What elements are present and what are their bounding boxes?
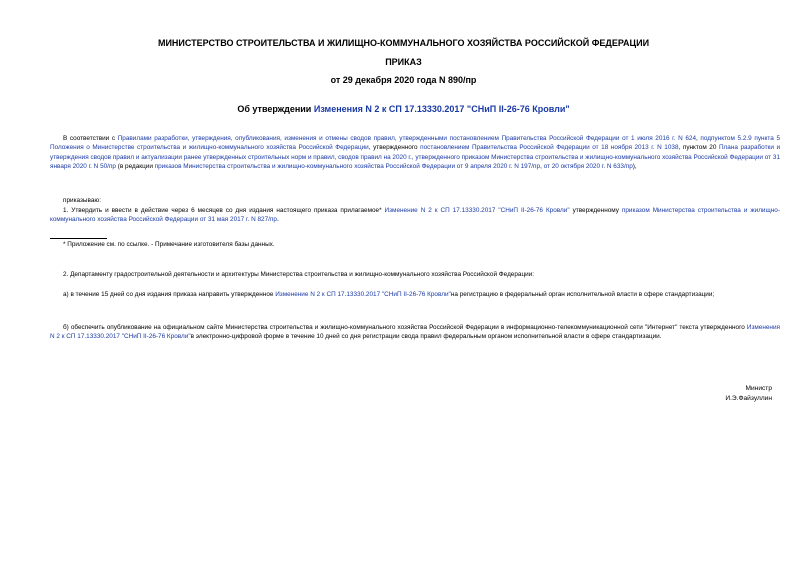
link-order-197[interactable]: приказов Министерства строительства и жилищно-коммунального хозяйства Российской Федерации от 9 апреля 2020 г. N 197/пр — [154, 163, 541, 171]
doc-type: ПРИКАЗ — [385, 57, 422, 67]
item-2: 2. Департаменту градостроительной деятельности и архитектуры Министерства строительства и жилищно-коммунального хозяйства Российской Федерации: — [63, 271, 535, 278]
link-change-2[interactable]: Изменение N 2 к СП 17.13330.2017 "СНиП II-26-76 Кровли" — [384, 207, 570, 214]
item-2b — [50, 323, 780, 342]
item-2b-text: б) обеспечить опубликование на официальном сайте Министерства строительства и жилищно-коммунального хозяйства Российской Федерации в информационно-телекоммуникационной сети "Интернет" текста утвержденного — [63, 324, 747, 331]
link-rules-624[interactable]: Правилами разработки, утверждения, опубликования, изменения и отмены сводов правил, утвержденными постановлением Правительства Российской Федерации от 1 июля 2016 г. N 624 — [117, 135, 696, 142]
title-prefix: Об утверждении — [237, 104, 314, 114]
link-order-827[interactable]: приказом Министерства строительства и жилищно-коммунального хозяйства Российской Федерации от 31 мая 2017 г. N 827/пр — [50, 207, 780, 224]
preamble-paragraph — [50, 134, 780, 172]
link-subpoint-5-2-9[interactable]: подпунктом 5.2.9 пункта 5 Положения о Министерстве строительства и жилищно-коммунального хозяйства Российской Федерации — [50, 135, 781, 152]
item-1-text: . — [276, 216, 279, 224]
preamble-text: , пунктом 20 — [678, 144, 719, 152]
item-2b-text: в электронно-цифровой форме в течение 10 дней со дня регистрации свода правил федеральным органом исполнительной власти в сфере стандартизации. — [190, 333, 662, 341]
preamble-text: (в редакции — [115, 163, 155, 171]
item-2a-text: а) в течение 15 дней со дня издания приказа направить утвержденное — [63, 291, 276, 298]
item-1 — [50, 206, 780, 225]
item-2a — [50, 290, 780, 299]
item-1-text: утвержденному — [569, 207, 622, 214]
link-resolution-1038[interactable]: постановлением Правительства Российской Федерации от 18 ноября 2013 г. N 1038 — [420, 144, 679, 152]
signature-position: Министр — [745, 385, 772, 392]
link-change-2-registration[interactable]: Изменение N 2 к СП 17.13330.2017 "СНиП II-26-76 Кровли" — [275, 291, 451, 298]
link-change-2-publication[interactable]: Изменения N 2 к СП 17.13330.2017 "СНиП II-26-76 Кровли" — [50, 324, 780, 341]
preamble-text: , утвержденного — [368, 144, 421, 152]
preamble-text: ), — [632, 163, 637, 171]
item-2a-text: на регистрацию в федеральный орган исполнительной власти в сфере стандартизации; — [450, 291, 715, 298]
footnote: * Приложение см. по ссылке. - Примечание изготовителя базы данных. — [63, 241, 275, 248]
preamble-text: В соответствии с — [63, 135, 118, 142]
item-1-text: 1. Утвердить и ввести в действие через 6 месяцев со дня издания настоящего приказа прилагаемое* — [63, 207, 385, 214]
doc-date-number: от 29 декабря 2020 года N 890/пр — [330, 75, 477, 85]
preamble-text: , — [540, 163, 544, 171]
title-link[interactable]: Изменения N 2 к СП 17.13330.2017 "СНиП II-26-76 Кровли" — [313, 104, 570, 114]
order-word: приказываю: — [63, 197, 101, 204]
link-plan-2020[interactable]: Плана разработки и утверждения сводов правил и актуализации ранее утвержденных строительных норм и правил, сводов правил на 2020 г., утвержденного приказом Министерства строительства и жилищно-коммунального хозяйства Российской Федерации от 31 января 2020 г. N 50/пр — [50, 144, 781, 171]
footnote-divider — [50, 238, 107, 239]
doc-title — [0, 104, 807, 114]
preamble-text: , — [696, 135, 701, 142]
link-order-633[interactable]: от 20 октября 2020 г. N 633/пр — [543, 163, 633, 171]
signature-name: И.Э.Файзуллин — [725, 395, 772, 402]
ministry-header: МИНИСТЕРСТВО СТРОИТЕЛЬСТВА И ЖИЛИЩНО-КОММУНАЛЬНОГО ХОЗЯЙСТВА РОССИЙСКОЙ ФЕДЕРАЦИИ — [157, 38, 650, 48]
